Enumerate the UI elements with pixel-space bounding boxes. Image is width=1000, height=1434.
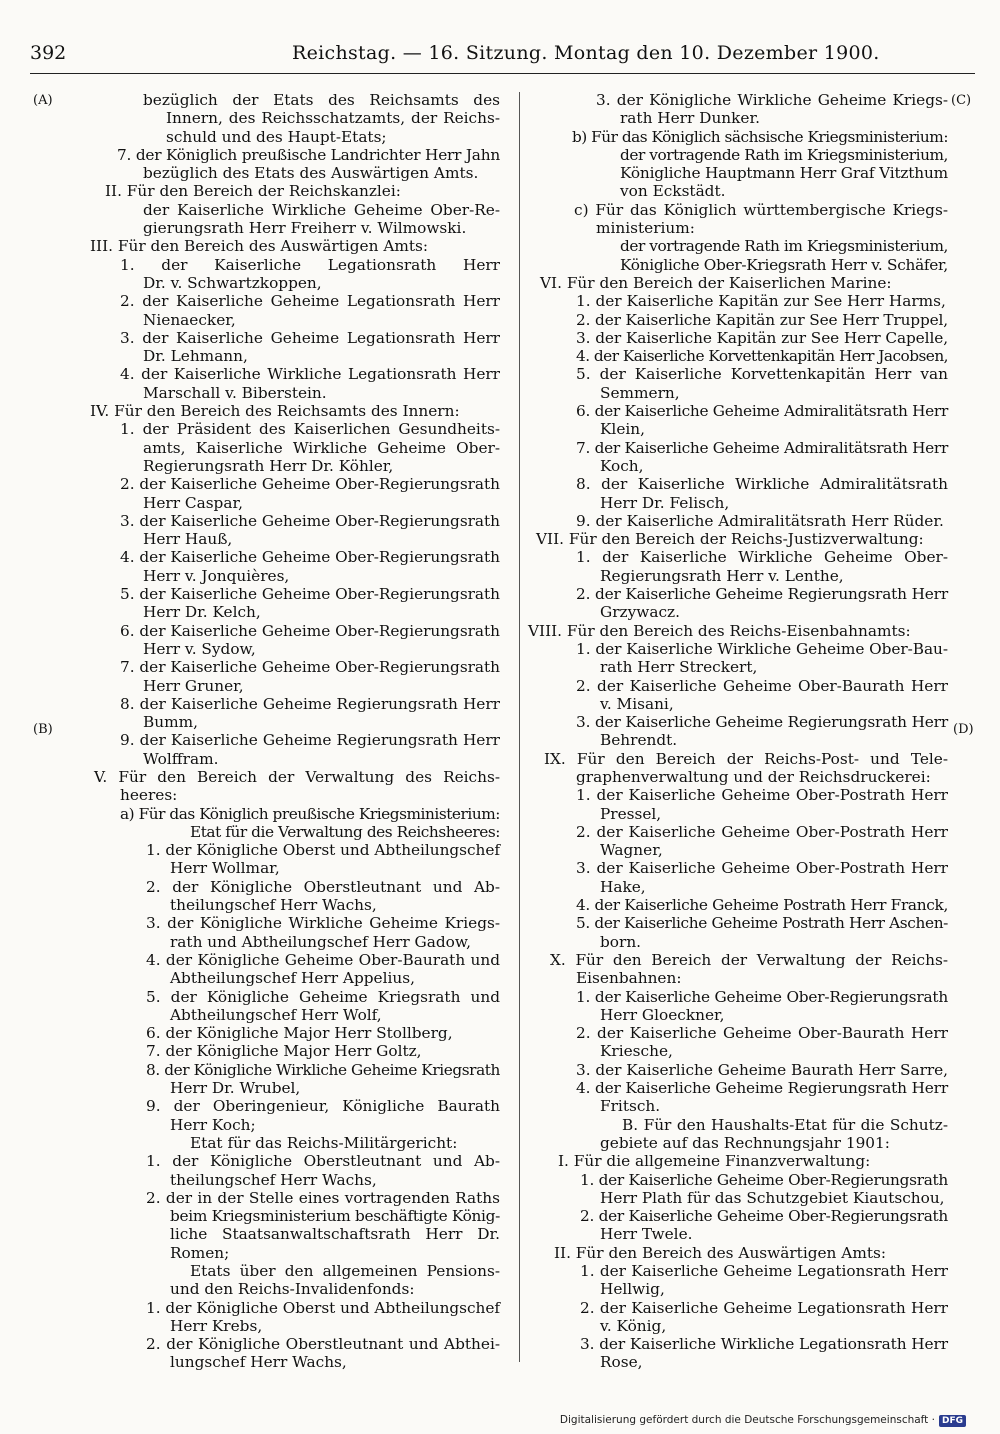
line-text: 7. der Königlich preußische Landrichter Herr Jahn [117, 145, 500, 164]
line-text: 5. der Königliche Geheime Kriegsrath und [146, 987, 500, 1006]
line-text: Pressel, [600, 804, 662, 823]
left-column [60, 91, 500, 1372]
line-text: theilungschef Herr Wachs, [170, 1170, 377, 1189]
line-text: 2. der Kaiserliche Geheime Regierungsrath Herr [576, 585, 948, 604]
line-text: 6. der Kaiserliche Geheime Admiralitätsrath Herr [576, 402, 948, 421]
text-line [536, 1189, 948, 1207]
line-text: 3. der Königliche Wirkliche Geheime Kriegs- [146, 914, 500, 933]
text-line [60, 768, 500, 786]
text-line [60, 494, 500, 512]
text-line [60, 1244, 500, 1262]
text-line [60, 1299, 500, 1317]
line-text: 2. der Kaiserliche Geheime Legationsrath Herr [580, 1298, 948, 1317]
line-text: 7. der Königliche Major Herr Goltz, [146, 1042, 422, 1061]
line-text: Regierungsrath Herr v. Lenthe, [600, 566, 844, 585]
line-text: Hellwig, [600, 1280, 665, 1299]
text-line [60, 347, 500, 365]
text-line [536, 1299, 948, 1317]
line-text: amts, Kaiserliche Wirkliche Geheime Ober- [143, 438, 500, 457]
text-line [60, 1006, 500, 1024]
line-text: rath Herr Streckert, [600, 658, 758, 677]
text-line [60, 969, 500, 987]
line-text: 1. der Königliche Oberst und Abtheilungschef [146, 841, 500, 860]
text-line [536, 841, 948, 859]
line-text: Behrendt. [600, 731, 678, 750]
text-line [536, 1024, 948, 1042]
text-line [60, 1134, 500, 1152]
text-line [536, 988, 948, 1006]
line-text: I. Für die allgemeine Finanzverwaltung: [558, 1152, 871, 1171]
page-number: 392 [30, 42, 67, 64]
text-line [536, 182, 948, 200]
text-line [536, 1061, 948, 1079]
line-text: Hake, [600, 877, 646, 896]
text-line [536, 1317, 948, 1335]
line-text: Herr Dr. Wrubel, [170, 1079, 301, 1098]
text-line [60, 1207, 500, 1225]
text-line [536, 457, 948, 475]
line-text: Herr Twele. [600, 1225, 693, 1244]
text-line [60, 1079, 500, 1097]
line-text: bezüglich des Etats des Auswärtigen Amts. [143, 164, 479, 183]
text-line [60, 640, 500, 658]
text-line [60, 567, 500, 585]
text-line [536, 1116, 948, 1134]
line-text: 3. der Kaiserliche Kapitän zur See Herr Capelle, [576, 328, 948, 347]
text-line [60, 914, 500, 932]
line-text: 2. der Kaiserliche Geheime Ober-Regierungsrath [580, 1207, 948, 1226]
line-text: 3. der Kaiserliche Geheime Baurath Herr Sarre, [576, 1060, 948, 1079]
line-text: Etat für das Reichs-Militärgericht: [190, 1133, 458, 1152]
line-text: Herr Caspar, [143, 493, 243, 512]
line-text: 9. der Kaiserliche Geheime Regierungsrath Herr [120, 731, 500, 750]
line-text: Fritsch. [600, 1097, 661, 1116]
text-line [536, 933, 948, 951]
text-line [536, 713, 948, 731]
line-text: 8. der Kaiserliche Wirkliche Admiralitätsrath [576, 475, 948, 494]
text-line [536, 365, 948, 383]
column-divider [519, 92, 520, 1362]
dfg-logo: DFG [939, 1415, 966, 1427]
margin-mark-c: (C) [951, 93, 972, 108]
text-line [536, 1207, 948, 1225]
text-line [536, 146, 948, 164]
line-text: Herr Dr. Felisch, [600, 493, 730, 512]
text-line [60, 731, 500, 749]
text-line [536, 219, 948, 237]
text-line [536, 347, 948, 365]
line-text: III. Für den Bereich des Auswärtigen Amts: [90, 237, 429, 256]
text-line [60, 805, 500, 823]
line-text: 9. der Oberingenieur, Königliche Baurath [146, 1097, 500, 1116]
line-text: der vortragende Rath im Kriegsministerium, [620, 145, 948, 164]
line-text: 7. der Kaiserliche Geheime Ober-Regierungsrath [120, 658, 500, 677]
line-text: Herr Krebs, [170, 1316, 263, 1335]
text-line [536, 951, 948, 969]
text-line [60, 603, 500, 621]
text-line [60, 658, 500, 676]
text-line [60, 1097, 500, 1115]
text-line [536, 274, 948, 292]
line-text: 3. der Kaiserliche Geheime Legationsrath Herr [120, 328, 500, 347]
margin-mark-b: (B) [33, 722, 53, 737]
text-line [60, 256, 500, 274]
line-text: Nienaecker, [143, 310, 236, 329]
line-text: IV. Für den Bereich des Reichsamts des Innern: [90, 402, 460, 421]
text-line [60, 1225, 500, 1243]
header-rule [30, 73, 975, 74]
line-text: IX. Für den Bereich der Reichs-Post- und Tele- [544, 749, 948, 768]
line-text: c) Für das Königlich württembergische Kriegs- [574, 200, 948, 219]
line-text: 9. der Kaiserliche Admiralitätsrath Herr Rüder. [576, 511, 944, 530]
line-text: schuld und des Haupt-Etats; [166, 127, 387, 146]
line-text: Marschall v. Biberstein. [143, 383, 327, 402]
line-text: v. König, [600, 1316, 667, 1335]
line-text: 2. der Königliche Oberstleutnant und Abthei- [146, 1335, 500, 1354]
text-line [536, 439, 948, 457]
line-text: 1. der Kaiserliche Geheime Ober-Regierungsrath [580, 1170, 948, 1189]
text-line [536, 896, 948, 914]
line-text: 2. der Kaiserliche Geheime Ober-Baurath Herr [576, 1024, 948, 1043]
line-text: 3. der Kaiserliche Geheime Ober-Postrath Herr [576, 859, 948, 878]
line-text: 1. der Königliche Oberst und Abtheilungschef [146, 1298, 500, 1317]
text-line [536, 914, 948, 932]
text-line [536, 786, 948, 804]
text-line [60, 292, 500, 310]
text-line [536, 548, 948, 566]
line-text: V. Für den Bereich der Verwaltung des Reichs- [94, 767, 500, 786]
line-text: Herr Gruner, [143, 676, 244, 695]
text-line [60, 1280, 500, 1298]
text-line [60, 786, 500, 804]
line-text: 1. der Kaiserliche Wirkliche Geheime Ober- [576, 548, 948, 567]
text-line [60, 1171, 500, 1189]
text-line [536, 201, 948, 219]
text-line [60, 512, 500, 530]
text-line [536, 164, 948, 182]
line-text: Bumm, [143, 713, 198, 732]
line-text: Herr v. Jonquières, [143, 566, 290, 585]
text-line [536, 695, 948, 713]
text-line [536, 1335, 948, 1353]
line-text: Grzywacz. [600, 603, 680, 622]
text-line [60, 677, 500, 695]
line-text: 1. der Kaiserliche Geheime Legationsrath Herr [580, 1262, 948, 1280]
line-text: rath Herr Dunker. [620, 109, 760, 128]
line-text: heeres: [120, 786, 178, 805]
text-line [60, 365, 500, 383]
text-line [60, 420, 500, 438]
text-line [536, 1280, 948, 1298]
line-text: 7. der Kaiserliche Geheime Admiralitätsrath Herr [576, 438, 948, 457]
text-line [536, 311, 948, 329]
line-text: 2. der Kaiserliche Geheime Ober-Baurath Herr [576, 676, 948, 695]
text-line [60, 237, 500, 255]
line-text: graphenverwaltung und der Reichsdruckerei: [576, 767, 931, 786]
text-line [60, 457, 500, 475]
text-line [60, 933, 500, 951]
line-text: 4. der Kaiserliche Korvettenkapitän Herr Jacobsen, [576, 347, 948, 366]
line-text: Königliche Ober-Kriegsrath Herr v. Schäfer, [620, 255, 948, 274]
text-line [536, 402, 948, 420]
line-text: Königliche Hauptmann Herr Graf Vitzthum [620, 164, 948, 183]
line-text: Dr. Lehmann, [143, 347, 248, 366]
line-text: gierungsrath Herr Freiherr v. Wilmowski. [143, 219, 467, 238]
line-text: b) Für das Königlich sächsische Kriegsministerium: [572, 127, 948, 146]
line-text: Klein, [600, 420, 645, 439]
line-text: Etats über den allgemeinen Pensions- [190, 1262, 500, 1280]
text-line [60, 585, 500, 603]
text-line [536, 1079, 948, 1097]
text-line [536, 859, 948, 877]
text-line [60, 530, 500, 548]
text-line [536, 805, 948, 823]
text-line [536, 878, 948, 896]
text-line [60, 1061, 500, 1079]
text-line [60, 164, 500, 182]
line-text: der vortragende Rath im Kriegsministerium, [620, 237, 948, 256]
text-line [60, 548, 500, 566]
text-line [60, 439, 500, 457]
text-line [60, 274, 500, 292]
text-line [536, 677, 948, 695]
right-column [528, 91, 948, 1372]
text-line [60, 1024, 500, 1042]
text-line [60, 1189, 500, 1207]
text-line [60, 1335, 500, 1353]
line-text: B. Für den Haushalts-Etat für die Schutz- [622, 1115, 948, 1134]
line-text: liche Staatsanwaltschaftsrath Herr Dr. [170, 1225, 500, 1244]
text-line [536, 603, 948, 621]
line-text: 1. der Kaiserliche Geheime Ober-Postrath Herr [576, 786, 948, 805]
text-line [536, 128, 948, 146]
line-text: X. Für den Bereich der Verwaltung der Reichs- [550, 950, 948, 969]
text-line [60, 713, 500, 731]
text-line [60, 1317, 500, 1335]
line-text: II. Für den Bereich des Auswärtigen Amts: [554, 1243, 886, 1262]
text-line [536, 585, 948, 603]
line-text: Herr Hauß, [143, 530, 233, 549]
text-line [60, 219, 500, 237]
text-line [536, 109, 948, 127]
line-text: 1. der Kaiserliche Geheime Ober-Regierungsrath [576, 987, 948, 1006]
text-line [528, 621, 948, 640]
running-title: Reichstag. — 16. Sitzung. Montag den 10. Dezember 1900. [292, 42, 880, 64]
text-line [60, 1116, 500, 1134]
text-line [60, 384, 500, 402]
line-text: 2. der Königliche Oberstleutnant und Ab- [146, 877, 500, 896]
text-line [536, 1244, 948, 1262]
line-text: Regierungsrath Herr Dr. Köhler, [143, 456, 394, 475]
text-line [536, 567, 948, 585]
line-text: 4. der Kaiserliche Geheime Postrath Herr Franck, [576, 896, 948, 915]
line-text: 4. der Kaiserliche Geheime Ober-Regierungsrath [120, 548, 500, 567]
page-footer [560, 1414, 966, 1427]
line-text: Etat für die Verwaltung des Reichsheeres: [190, 822, 500, 841]
text-line [536, 1262, 948, 1280]
line-text: 1. der Präsident des Kaiserlichen Gesundheits- [120, 420, 500, 439]
text-line [536, 512, 948, 530]
line-text: VII. Für den Bereich der Reichs-Justizverwaltung: [536, 530, 924, 549]
text-line [536, 1171, 948, 1189]
line-text: Herr Gloeckner, [600, 1005, 725, 1024]
text-line [60, 128, 500, 146]
line-text: VIII. Für den Bereich des Reichs-Eisenbahnamts: [528, 621, 911, 640]
text-line [536, 475, 948, 493]
line-text: 1. der Kaiserliche Kapitän zur See Herr Harms, [576, 292, 946, 311]
line-text: Wolffram. [143, 749, 219, 768]
text-line [60, 841, 500, 859]
text-line [536, 494, 948, 512]
line-text: bezüglich der Etats des Reichsamts des [143, 91, 500, 109]
line-text: Innern, des Reichsschatzamts, der Reichs- [166, 109, 500, 128]
line-text: Kriesche, [600, 1042, 673, 1061]
text-line [60, 329, 500, 347]
text-line [60, 1262, 500, 1280]
line-text: 8. der Königliche Wirkliche Geheime Kriegsrath [146, 1060, 500, 1079]
line-text: born. [600, 932, 642, 951]
text-line [536, 1006, 948, 1024]
line-text: Abtheilungschef Herr Wolf, [170, 1005, 382, 1024]
line-text: Rose, [600, 1353, 643, 1372]
text-line [60, 951, 500, 969]
text-line [536, 768, 948, 786]
text-line [60, 109, 500, 127]
line-text: 2. der Kaiserliche Kapitän zur See Herr Truppel, [576, 310, 948, 329]
text-line [60, 402, 500, 420]
text-line [60, 622, 500, 640]
text-line [60, 146, 500, 164]
line-text: VI. Für den Bereich der Kaiserlichen Marine: [540, 273, 892, 292]
line-text: theilungschef Herr Wachs, [170, 896, 377, 915]
text-line [536, 1225, 948, 1243]
text-line [536, 658, 948, 676]
line-text: 4. der Königliche Geheime Ober-Baurath und [146, 950, 500, 969]
text-line [60, 750, 500, 768]
line-text: 3. der Kaiserliche Geheime Regierungsrath Herr [576, 713, 948, 732]
line-text: von Eckstädt. [620, 182, 726, 201]
line-text: Eisenbahnen: [576, 969, 682, 988]
line-text: und den Reichs-Invalidenfonds: [170, 1280, 415, 1299]
line-text: Herr Dr. Kelch, [143, 603, 261, 622]
line-text: 3. der Kaiserliche Geheime Ober-Regierungsrath [120, 511, 500, 530]
text-line [536, 750, 948, 768]
text-line [536, 384, 948, 402]
text-line [536, 256, 948, 274]
line-text: II. Für den Bereich der Reichskanzlei: [105, 182, 401, 201]
line-text: Koch, [600, 456, 644, 475]
line-text: Semmern, [600, 383, 680, 402]
text-line [536, 731, 948, 749]
line-text: beim Kriegsministerium beschäftigte König- [170, 1207, 500, 1226]
line-text: gebiete auf das Rechnungsjahr 1901: [600, 1133, 890, 1152]
text-line [536, 420, 948, 438]
line-text: 2. der Kaiserliche Geheime Legationsrath Herr [120, 292, 500, 311]
text-line [60, 311, 500, 329]
line-text: 1. der Kaiserliche Legationsrath Herr [120, 255, 500, 274]
line-text: 4. der Kaiserliche Wirkliche Legationsrath Herr [120, 365, 500, 384]
text-line [536, 530, 948, 548]
line-text: 1. der Kaiserliche Wirkliche Geheime Ober-Bau- [576, 639, 948, 658]
line-text: a) Für das Königlich preußische Kriegsministerium: [120, 804, 500, 823]
line-text: Herr Koch; [170, 1115, 256, 1134]
line-text: 6. der Kaiserliche Geheime Ober-Regierungsrath [120, 621, 500, 640]
line-text: Herr v. Sydow, [143, 639, 256, 658]
margin-mark-d: (D) [953, 722, 974, 737]
line-text: 6. der Königliche Major Herr Stollberg, [146, 1024, 453, 1043]
text-line [536, 1152, 948, 1170]
line-text: ministerium: [596, 219, 695, 238]
line-text: lungschef Herr Wachs, [170, 1353, 347, 1372]
line-text: 8. der Kaiserliche Geheime Regierungsrath Herr [120, 694, 500, 713]
text-line [536, 292, 948, 310]
line-text: Herr Plath für das Schutzgebiet Kiautschou, [600, 1188, 945, 1207]
text-line [536, 969, 948, 987]
margin-mark-a: (A) [33, 93, 53, 108]
line-text: 4. der Kaiserliche Geheime Regierungsrath Herr [576, 1079, 948, 1098]
line-text: 3. der Kaiserliche Wirkliche Legationsrath Herr [580, 1335, 948, 1354]
line-text: 5. der Kaiserliche Geheime Postrath Herr Aschen- [576, 914, 948, 933]
text-line [60, 91, 500, 109]
line-text: Abtheilungschef Herr Appelius, [170, 969, 415, 988]
line-text: 2. der Kaiserliche Geheime Ober-Postrath Herr [576, 822, 948, 841]
text-line [60, 182, 500, 200]
text-line [60, 201, 500, 219]
line-text: 5. der Kaiserliche Korvettenkapitän Herr van [576, 365, 948, 384]
line-text: 3. der Königliche Wirkliche Geheime Kriegs- [596, 91, 948, 109]
text-line [536, 237, 948, 255]
text-line [60, 988, 500, 1006]
text-line [60, 878, 500, 896]
footer-credit: Digitalisierung gefördert durch die Deutsche Forschungsgemeinschaft · [559, 1414, 935, 1426]
line-text: rath und Abtheilungschef Herr Gadow, [170, 932, 472, 951]
text-line [536, 91, 948, 109]
text-line [60, 475, 500, 493]
text-line [536, 1353, 948, 1371]
line-text: 2. der in der Stelle eines vortragenden Raths [146, 1188, 500, 1207]
line-text: Wagner, [600, 841, 663, 860]
text-line [536, 1134, 948, 1152]
line-text: Herr Wollmar, [170, 859, 280, 878]
text-line [60, 1152, 500, 1170]
line-text: Dr. v. Schwartzkoppen, [143, 273, 322, 292]
line-text: 5. der Kaiserliche Geheime Ober-Regierungsrath [120, 585, 500, 604]
text-line [536, 1097, 948, 1115]
text-line [60, 823, 500, 841]
text-line [536, 329, 948, 347]
line-text: v. Misani, [600, 694, 674, 713]
page-header [30, 40, 975, 70]
line-text: der Kaiserliche Wirkliche Geheime Ober-Re- [143, 200, 500, 219]
text-line [60, 1353, 500, 1371]
text-line [536, 823, 948, 841]
line-text: Romen; [170, 1243, 230, 1262]
text-line [60, 896, 500, 914]
text-line [536, 1042, 948, 1060]
text-line [60, 695, 500, 713]
line-text: 2. der Kaiserliche Geheime Ober-Regierungsrath [120, 475, 500, 494]
text-line [60, 859, 500, 877]
text-line [60, 1042, 500, 1060]
line-text: 1. der Königliche Oberstleutnant und Ab- [146, 1152, 500, 1171]
text-line [536, 640, 948, 658]
